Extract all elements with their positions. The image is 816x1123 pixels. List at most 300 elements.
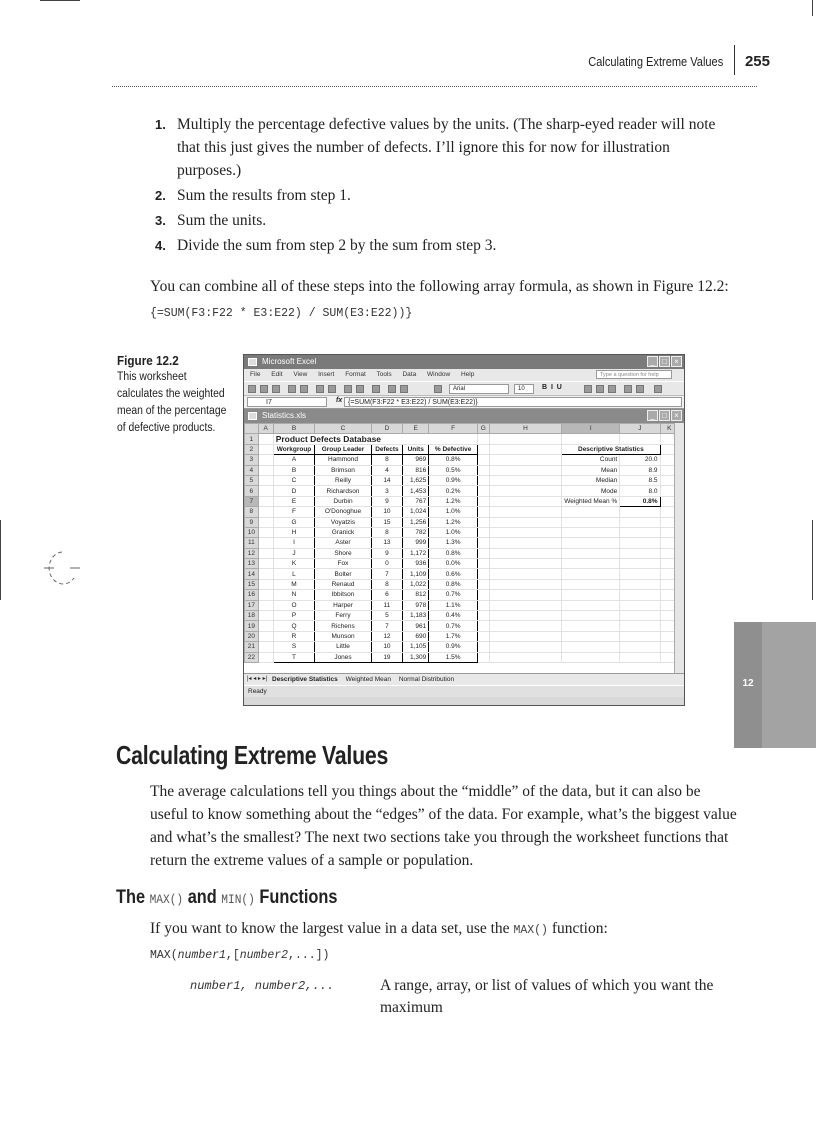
data-cell[interactable]: 782 xyxy=(403,527,429,537)
data-cell[interactable]: 12 xyxy=(371,631,402,641)
menu-edit[interactable]: Edit xyxy=(271,371,283,378)
formula-input[interactable]: {=SUM(F3:F22 * E3:E22) / SUM(E3:E22)} xyxy=(344,397,682,407)
data-cell[interactable]: 1,183 xyxy=(403,611,429,621)
stats-title-cell[interactable]: Descriptive Statistics xyxy=(562,444,660,454)
data-cell[interactable]: E xyxy=(273,496,315,506)
cell[interactable] xyxy=(489,465,562,475)
cell[interactable] xyxy=(258,631,273,641)
cell[interactable] xyxy=(489,642,562,652)
data-cell[interactable]: 0.9% xyxy=(429,475,478,485)
cell[interactable] xyxy=(489,569,562,579)
merge-icon[interactable] xyxy=(608,385,616,393)
stat-value-cell[interactable]: 8.9 xyxy=(620,465,660,475)
tab-normal-distribution[interactable]: Normal Distribution xyxy=(398,676,455,683)
cell[interactable] xyxy=(620,631,660,641)
data-cell[interactable]: 15 xyxy=(371,517,402,527)
cell[interactable] xyxy=(258,444,273,454)
cell[interactable] xyxy=(477,600,489,610)
data-cell[interactable]: Hammond xyxy=(315,455,371,465)
cell[interactable] xyxy=(258,538,273,548)
cell[interactable] xyxy=(489,455,562,465)
data-cell[interactable]: Shore xyxy=(315,548,371,558)
cell[interactable] xyxy=(489,652,562,662)
data-cell[interactable]: Bolter xyxy=(315,569,371,579)
cell[interactable] xyxy=(562,579,620,589)
data-cell[interactable]: S xyxy=(273,642,315,652)
cell[interactable] xyxy=(489,527,562,537)
row-header[interactable]: 3 xyxy=(245,455,259,465)
data-cell[interactable]: I xyxy=(273,538,315,548)
cell[interactable] xyxy=(258,590,273,600)
header-cell[interactable]: Defects xyxy=(371,444,402,454)
data-cell[interactable]: Ferry xyxy=(315,611,371,621)
data-cell[interactable]: D xyxy=(273,486,315,496)
menu-format[interactable]: Format xyxy=(345,371,366,378)
data-cell[interactable]: 0.6% xyxy=(429,569,478,579)
cell[interactable] xyxy=(477,434,489,444)
cell[interactable] xyxy=(258,579,273,589)
menu-window[interactable]: Window xyxy=(427,371,451,378)
data-cell[interactable]: P xyxy=(273,611,315,621)
data-cell[interactable]: 4 xyxy=(371,465,402,475)
row-header[interactable]: 12 xyxy=(245,548,259,558)
data-cell[interactable]: 3 xyxy=(371,486,402,496)
data-cell[interactable]: Ibbitson xyxy=(315,590,371,600)
stat-label-cell[interactable]: Median xyxy=(562,475,620,485)
data-cell[interactable]: Harper xyxy=(315,600,371,610)
cell[interactable] xyxy=(562,611,620,621)
cell[interactable] xyxy=(562,538,620,548)
data-cell[interactable]: 1,256 xyxy=(403,517,429,527)
data-cell[interactable]: 1,105 xyxy=(403,642,429,652)
cell[interactable] xyxy=(477,590,489,600)
cell[interactable] xyxy=(562,559,620,569)
cell[interactable] xyxy=(258,642,273,652)
cell[interactable] xyxy=(620,600,660,610)
cell[interactable] xyxy=(258,486,273,496)
data-cell[interactable]: 7 xyxy=(371,569,402,579)
data-cell[interactable]: C xyxy=(273,475,315,485)
close-icon[interactable]: × xyxy=(671,356,682,367)
data-cell[interactable]: Brimson xyxy=(315,465,371,475)
autosum-icon[interactable] xyxy=(372,385,380,393)
cell[interactable] xyxy=(489,548,562,558)
cell[interactable] xyxy=(620,579,660,589)
stat-label-cell[interactable]: Weighted Mean % xyxy=(562,496,620,506)
data-cell[interactable]: H xyxy=(273,527,315,537)
column-header[interactable]: C xyxy=(315,424,371,434)
help-icon[interactable] xyxy=(400,385,408,393)
stat-value-cell[interactable]: 8.5 xyxy=(620,475,660,485)
cell[interactable] xyxy=(489,434,562,444)
tab-descriptive-statistics[interactable]: Descriptive Statistics xyxy=(272,676,338,683)
cell[interactable] xyxy=(258,611,273,621)
cell[interactable] xyxy=(620,517,660,527)
cell[interactable] xyxy=(477,548,489,558)
cell[interactable] xyxy=(477,455,489,465)
cell[interactable] xyxy=(477,621,489,631)
data-cell[interactable]: 1,309 xyxy=(403,652,429,662)
data-cell[interactable]: Aster xyxy=(315,538,371,548)
data-cell[interactable]: Q xyxy=(273,621,315,631)
data-cell[interactable]: Munson xyxy=(315,631,371,641)
data-cell[interactable]: A xyxy=(273,455,315,465)
column-header[interactable]: I xyxy=(562,424,620,434)
cell[interactable] xyxy=(489,590,562,600)
cell[interactable] xyxy=(258,600,273,610)
cell[interactable] xyxy=(477,486,489,496)
align-center-icon[interactable] xyxy=(596,385,604,393)
data-cell[interactable]: J xyxy=(273,548,315,558)
maximize-icon[interactable]: □ xyxy=(659,410,670,421)
cell[interactable] xyxy=(489,517,562,527)
cell[interactable] xyxy=(620,434,660,444)
font-name-select[interactable]: Arial xyxy=(449,384,509,394)
data-cell[interactable]: T xyxy=(273,652,315,662)
data-cell[interactable]: O xyxy=(273,600,315,610)
cell[interactable] xyxy=(258,652,273,662)
cell[interactable] xyxy=(489,611,562,621)
cell[interactable] xyxy=(620,611,660,621)
column-header[interactable]: F xyxy=(429,424,478,434)
decimal-icon[interactable] xyxy=(624,385,632,393)
cell[interactable] xyxy=(489,538,562,548)
redo-icon[interactable] xyxy=(356,385,364,393)
data-cell[interactable]: 1.0% xyxy=(429,507,478,517)
data-cell[interactable]: 8 xyxy=(371,579,402,589)
data-cell[interactable]: K xyxy=(273,559,315,569)
cell[interactable] xyxy=(620,569,660,579)
font-size-select[interactable]: 10 xyxy=(514,384,534,394)
data-cell[interactable]: Granick xyxy=(315,527,371,537)
data-cell[interactable]: 816 xyxy=(403,465,429,475)
data-cell[interactable]: 1.7% xyxy=(429,631,478,641)
cell[interactable] xyxy=(258,621,273,631)
column-header[interactable]: G xyxy=(477,424,489,434)
cell[interactable] xyxy=(477,444,489,454)
data-cell[interactable]: Jones xyxy=(315,652,371,662)
fx-icon[interactable]: fx xyxy=(336,397,343,404)
column-header[interactable]: J xyxy=(620,424,660,434)
cell[interactable] xyxy=(562,527,620,537)
stat-value-cell[interactable]: 8.0 xyxy=(620,486,660,496)
cell[interactable] xyxy=(562,569,620,579)
cell[interactable] xyxy=(489,444,562,454)
cell[interactable] xyxy=(258,475,273,485)
data-cell[interactable]: Fox xyxy=(315,559,371,569)
menu-tools[interactable]: Tools xyxy=(376,371,392,378)
cell[interactable] xyxy=(477,559,489,569)
data-cell[interactable]: 7 xyxy=(371,621,402,631)
cell[interactable] xyxy=(258,465,273,475)
data-cell[interactable]: 1.1% xyxy=(429,600,478,610)
table-title-cell[interactable]: Product Defects Database xyxy=(273,434,477,444)
row-header[interactable]: 22 xyxy=(245,652,259,662)
row-header[interactable]: 10 xyxy=(245,527,259,537)
data-cell[interactable]: Little xyxy=(315,642,371,652)
data-cell[interactable]: 1.0% xyxy=(429,527,478,537)
ask-question-input[interactable]: Type a question for help xyxy=(596,370,672,379)
row-header[interactable]: 6 xyxy=(245,486,259,496)
cell[interactable] xyxy=(620,652,660,662)
data-cell[interactable]: N xyxy=(273,590,315,600)
cell[interactable] xyxy=(477,475,489,485)
cell[interactable] xyxy=(489,621,562,631)
cell[interactable] xyxy=(620,548,660,558)
header-cell[interactable]: Group Leader xyxy=(315,444,371,454)
data-cell[interactable]: 1,022 xyxy=(403,579,429,589)
minimize-icon[interactable]: _ xyxy=(647,410,658,421)
data-cell[interactable]: 13 xyxy=(371,538,402,548)
select-all-corner[interactable] xyxy=(245,424,259,434)
row-header[interactable]: 9 xyxy=(245,517,259,527)
cell[interactable] xyxy=(562,548,620,558)
max-inline-code: MAX() xyxy=(513,924,548,937)
data-cell[interactable]: 0.9% xyxy=(429,642,478,652)
data-cell[interactable]: 767 xyxy=(403,496,429,506)
cell[interactable] xyxy=(620,621,660,631)
data-cell[interactable]: 0.2% xyxy=(429,486,478,496)
data-cell[interactable]: 14 xyxy=(371,475,402,485)
data-cell[interactable]: M xyxy=(273,579,315,589)
stat-value-cell[interactable]: 0.8% xyxy=(620,496,660,506)
cell[interactable] xyxy=(258,434,273,444)
row-header[interactable]: 20 xyxy=(245,631,259,641)
cell[interactable] xyxy=(620,538,660,548)
save-icon[interactable] xyxy=(272,385,280,393)
data-cell[interactable]: 978 xyxy=(403,600,429,610)
data-cell[interactable]: 1,625 xyxy=(403,475,429,485)
cell[interactable] xyxy=(258,559,273,569)
data-cell[interactable]: R xyxy=(273,631,315,641)
data-cell[interactable]: 690 xyxy=(403,631,429,641)
row-header[interactable]: 1 xyxy=(245,434,259,444)
cell[interactable] xyxy=(477,652,489,662)
data-cell[interactable]: 999 xyxy=(403,538,429,548)
copy-icon[interactable] xyxy=(316,385,324,393)
menu-data[interactable]: Data xyxy=(402,371,417,378)
align-left-icon[interactable] xyxy=(584,385,592,393)
cell[interactable] xyxy=(258,507,273,517)
data-cell[interactable]: 0.8% xyxy=(429,579,478,589)
chart-wizard-icon[interactable] xyxy=(388,385,396,393)
data-cell[interactable]: 812 xyxy=(403,590,429,600)
cell[interactable] xyxy=(477,631,489,641)
data-cell[interactable]: O'Donoghue xyxy=(315,507,371,517)
row-header[interactable]: 7 xyxy=(245,496,259,506)
table-row xyxy=(245,652,684,662)
open-icon[interactable] xyxy=(260,385,268,393)
data-cell[interactable]: 10 xyxy=(371,642,402,652)
cell[interactable] xyxy=(477,527,489,537)
row-header[interactable]: 16 xyxy=(245,590,259,600)
data-cell[interactable]: 1,453 xyxy=(403,486,429,496)
new-icon[interactable] xyxy=(248,385,256,393)
cell[interactable] xyxy=(489,559,562,569)
data-cell[interactable]: 0.8% xyxy=(429,455,478,465)
data-cell[interactable]: G xyxy=(273,517,315,527)
column-header[interactable]: A xyxy=(258,424,273,434)
cell[interactable] xyxy=(562,590,620,600)
cell[interactable] xyxy=(489,475,562,485)
data-cell[interactable]: Richardson xyxy=(315,486,371,496)
row-header[interactable]: 18 xyxy=(245,611,259,621)
row-header[interactable]: 14 xyxy=(245,569,259,579)
data-cell[interactable]: 961 xyxy=(403,621,429,631)
cell[interactable] xyxy=(489,579,562,589)
cell[interactable] xyxy=(489,507,562,517)
data-cell[interactable]: 8 xyxy=(371,455,402,465)
cell[interactable] xyxy=(477,538,489,548)
max-paragraph xyxy=(150,917,750,942)
menu-help[interactable]: Help xyxy=(460,371,475,378)
data-cell[interactable]: 9 xyxy=(371,496,402,506)
data-cell[interactable]: 8 xyxy=(371,527,402,537)
column-header[interactable]: E xyxy=(403,424,429,434)
row-header[interactable]: 5 xyxy=(245,475,259,485)
data-cell[interactable]: Renaud xyxy=(315,579,371,589)
cell[interactable] xyxy=(258,548,273,558)
cell[interactable] xyxy=(489,496,562,506)
cell[interactable] xyxy=(562,507,620,517)
data-cell[interactable]: L xyxy=(273,569,315,579)
cell[interactable] xyxy=(258,496,273,506)
data-cell[interactable]: 1.2% xyxy=(429,496,478,506)
header-cell[interactable]: Workgroup xyxy=(273,444,315,454)
cell[interactable] xyxy=(258,455,273,465)
cell[interactable] xyxy=(620,642,660,652)
cell[interactable] xyxy=(562,434,620,444)
cell[interactable] xyxy=(477,496,489,506)
data-cell[interactable]: 0.4% xyxy=(429,611,478,621)
cell[interactable] xyxy=(477,517,489,527)
column-header[interactable]: B xyxy=(273,424,315,434)
column-header[interactable]: H xyxy=(489,424,562,434)
toolbar-options-icon[interactable] xyxy=(434,385,442,393)
data-cell[interactable]: 0.8% xyxy=(429,548,478,558)
menu-file[interactable]: File xyxy=(250,371,261,378)
row-header[interactable]: 4 xyxy=(245,465,259,475)
row-header[interactable]: 13 xyxy=(245,559,259,569)
cell[interactable] xyxy=(477,579,489,589)
row-header[interactable]: 2 xyxy=(245,444,259,454)
row-header[interactable]: 19 xyxy=(245,621,259,631)
cell[interactable] xyxy=(477,642,489,652)
cell[interactable] xyxy=(620,590,660,600)
cell[interactable] xyxy=(477,611,489,621)
data-cell[interactable]: Richens xyxy=(315,621,371,631)
data-cell[interactable]: Reilly xyxy=(315,475,371,485)
data-cell[interactable]: 1.3% xyxy=(429,538,478,548)
column-header[interactable]: D xyxy=(371,424,402,434)
data-cell[interactable]: B xyxy=(273,465,315,475)
cell[interactable] xyxy=(562,652,620,662)
data-cell[interactable]: 10 xyxy=(371,507,402,517)
menu-view[interactable]: View xyxy=(293,371,308,378)
cell[interactable] xyxy=(562,621,620,631)
cell[interactable] xyxy=(489,486,562,496)
row-header[interactable]: 17 xyxy=(245,600,259,610)
cell[interactable] xyxy=(258,569,273,579)
header-cell[interactable]: Units xyxy=(403,444,429,454)
cell[interactable] xyxy=(489,600,562,610)
maximize-icon[interactable]: □ xyxy=(659,356,670,367)
paste-icon[interactable] xyxy=(328,385,336,393)
vertical-scrollbar[interactable] xyxy=(674,423,684,673)
data-cell[interactable]: 9 xyxy=(371,548,402,558)
data-cell[interactable]: 19 xyxy=(371,652,402,662)
data-cell[interactable]: 5 xyxy=(371,611,402,621)
cell[interactable] xyxy=(562,600,620,610)
row-header[interactable]: 11 xyxy=(245,538,259,548)
excel-title-bar xyxy=(244,355,684,369)
cell[interactable] xyxy=(489,631,562,641)
data-cell[interactable]: 0.7% xyxy=(429,590,478,600)
name-box[interactable]: I7 xyxy=(247,397,327,407)
row-header[interactable]: 21 xyxy=(245,642,259,652)
data-cell[interactable]: 0.7% xyxy=(429,621,478,631)
data-cell[interactable]: 0.0% xyxy=(429,559,478,569)
cell[interactable] xyxy=(258,517,273,527)
data-cell[interactable]: 11 xyxy=(371,600,402,610)
stat-label-cell[interactable]: Mode xyxy=(562,486,620,496)
undo-icon[interactable] xyxy=(344,385,352,393)
tab-scroll-arrows-icon[interactable]: |◂ ◂ ▸ ▸| xyxy=(247,676,268,682)
cell[interactable] xyxy=(477,465,489,475)
column-header[interactable]: K xyxy=(660,424,678,434)
stat-value-cell[interactable]: 20.0 xyxy=(620,455,660,465)
decrease-decimal-icon[interactable] xyxy=(636,385,644,393)
cell[interactable] xyxy=(258,527,273,537)
cell[interactable] xyxy=(562,517,620,527)
cell[interactable] xyxy=(562,631,620,641)
cell[interactable] xyxy=(562,642,620,652)
preview-icon[interactable] xyxy=(300,385,308,393)
data-cell[interactable]: 0 xyxy=(371,559,402,569)
bold-italic-underline-icons[interactable]: B I U xyxy=(542,384,562,391)
data-cell[interactable]: 1,024 xyxy=(403,507,429,517)
tab-weighted-mean[interactable]: Weighted Mean xyxy=(345,676,391,683)
data-cell[interactable]: Voyatzis xyxy=(315,517,371,527)
cell[interactable] xyxy=(477,569,489,579)
data-cell[interactable]: 969 xyxy=(403,455,429,465)
data-cell[interactable]: 6 xyxy=(371,590,402,600)
minimize-icon[interactable]: _ xyxy=(647,356,658,367)
row-header[interactable]: 8 xyxy=(245,507,259,517)
menu-insert[interactable]: Insert xyxy=(318,371,335,378)
cell[interactable] xyxy=(620,559,660,569)
data-cell[interactable]: F xyxy=(273,507,315,517)
data-cell[interactable]: 1,109 xyxy=(403,569,429,579)
header-cell[interactable]: % Defective xyxy=(429,444,478,454)
close-icon[interactable]: × xyxy=(671,410,682,421)
stat-label-cell[interactable]: Mean xyxy=(562,465,620,475)
row-header[interactable]: 15 xyxy=(245,579,259,589)
print-icon[interactable] xyxy=(288,385,296,393)
data-cell[interactable]: 1.5% xyxy=(429,652,478,662)
subheading-the: The xyxy=(116,887,146,908)
data-cell[interactable]: 1,172 xyxy=(403,548,429,558)
cell[interactable] xyxy=(620,527,660,537)
data-cell[interactable]: Durbin xyxy=(315,496,371,506)
data-cell[interactable]: 936 xyxy=(403,559,429,569)
cell[interactable] xyxy=(477,507,489,517)
cell[interactable] xyxy=(620,507,660,517)
data-cell[interactable]: 0.5% xyxy=(429,465,478,475)
borders-icon[interactable] xyxy=(654,385,662,393)
data-cell[interactable]: 1.2% xyxy=(429,517,478,527)
stat-label-cell[interactable]: Count xyxy=(562,455,620,465)
